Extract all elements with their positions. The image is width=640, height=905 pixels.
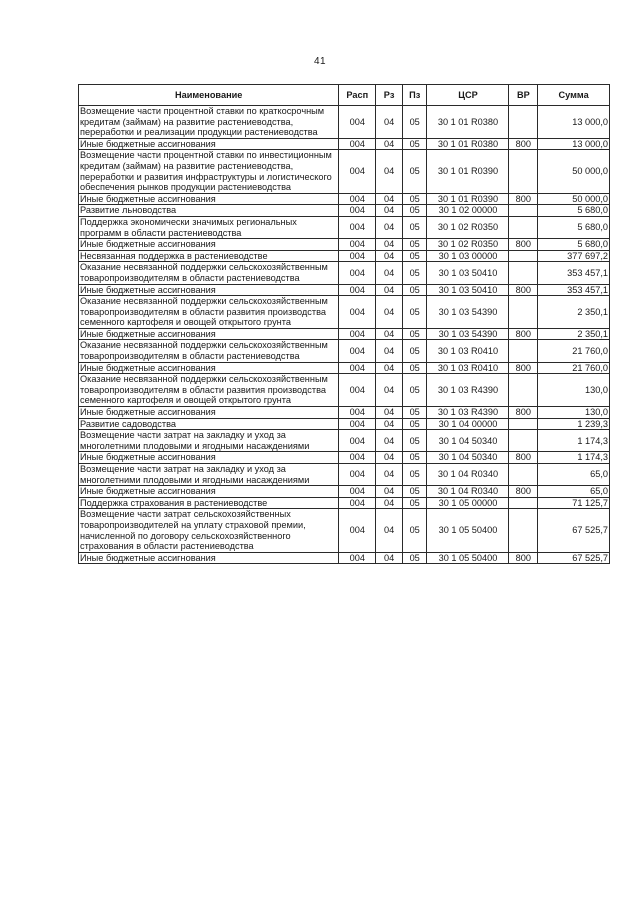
cell-rasp: 004 [339, 362, 376, 374]
cell-rasp: 004 [339, 106, 376, 139]
cell-vr: 800 [509, 407, 538, 419]
cell-name: Возмещение части затрат сельскохозяйственных товаропроизводителей на уплату страховой премии, начисленной по договору сельскохозяйственного страхования в области растениеводства [79, 509, 339, 552]
cell-pz: 05 [402, 430, 427, 452]
cell-name: Развитие льноводства [79, 205, 339, 217]
cell-vr: 800 [509, 193, 538, 205]
cell-sum: 1 239,3 [538, 418, 610, 430]
cell-sum: 130,0 [538, 407, 610, 419]
cell-vr: 800 [509, 452, 538, 464]
cell-sum: 5 680,0 [538, 205, 610, 217]
cell-pz: 05 [402, 486, 427, 498]
table-row [79, 340, 610, 362]
cell-name: Развитие садоводства [79, 418, 339, 430]
cell-rasp: 004 [339, 193, 376, 205]
cell-csr: 30 1 03 50410 [427, 284, 509, 296]
cell-sum: 377 697,2 [538, 250, 610, 262]
cell-rasp: 004 [339, 418, 376, 430]
cell-pz: 05 [402, 193, 427, 205]
cell-sum: 67 525,7 [538, 509, 610, 552]
cell-rz: 04 [376, 464, 403, 486]
cell-rz: 04 [376, 106, 403, 139]
cell-csr: 30 1 03 R4390 [427, 374, 509, 407]
cell-vr [509, 216, 538, 238]
cell-sum: 2 350,1 [538, 328, 610, 340]
cell-csr: 30 1 05 00000 [427, 497, 509, 509]
cell-name: Возмещение части затрат на закладку и уход за многолетними плодовыми и ягодными насаждениями [79, 464, 339, 486]
cell-rz: 04 [376, 340, 403, 362]
cell-rasp: 004 [339, 486, 376, 498]
cell-rz: 04 [376, 193, 403, 205]
cell-pz: 05 [402, 328, 427, 340]
cell-sum: 353 457,1 [538, 262, 610, 284]
cell-sum: 13 000,0 [538, 138, 610, 150]
cell-rz: 04 [376, 407, 403, 419]
table-row [79, 464, 610, 486]
cell-csr: 30 1 04 50340 [427, 430, 509, 452]
budget-table [78, 84, 610, 564]
cell-rasp: 004 [339, 150, 376, 193]
table-row [79, 284, 610, 296]
cell-rz: 04 [376, 239, 403, 251]
cell-csr: 30 1 01 R0380 [427, 138, 509, 150]
table-row [79, 452, 610, 464]
cell-sum: 353 457,1 [538, 284, 610, 296]
cell-sum: 21 760,0 [538, 340, 610, 362]
cell-rasp: 004 [339, 552, 376, 564]
table-row [79, 205, 610, 217]
header-name: Наименование [79, 85, 339, 106]
cell-vr [509, 340, 538, 362]
cell-name: Иные бюджетные ассигнования [79, 452, 339, 464]
cell-name: Иные бюджетные ассигнования [79, 362, 339, 374]
cell-vr: 800 [509, 362, 538, 374]
cell-csr: 30 1 01 R0390 [427, 150, 509, 193]
cell-name: Иные бюджетные ассигнования [79, 328, 339, 340]
cell-rz: 04 [376, 374, 403, 407]
cell-rasp: 004 [339, 509, 376, 552]
cell-sum: 5 680,0 [538, 239, 610, 251]
cell-name: Возмещение части процентной ставки по краткосрочным кредитам (займам) на развитие растениеводства, переработки и реализации продукции растениеводства [79, 106, 339, 139]
cell-pz: 05 [402, 150, 427, 193]
cell-name: Иные бюджетные ассигнования [79, 552, 339, 564]
cell-sum: 67 525,7 [538, 552, 610, 564]
table-row [79, 262, 610, 284]
cell-rz: 04 [376, 138, 403, 150]
cell-name: Иные бюджетные ассигнования [79, 486, 339, 498]
cell-rasp: 004 [339, 205, 376, 217]
cell-name: Несвязанная поддержка в растениеводстве [79, 250, 339, 262]
cell-pz: 05 [402, 106, 427, 139]
cell-pz: 05 [402, 138, 427, 150]
table-row [79, 296, 610, 329]
cell-rz: 04 [376, 328, 403, 340]
table-row [79, 250, 610, 262]
cell-vr [509, 250, 538, 262]
cell-name: Возмещение части затрат на закладку и уход за многолетними плодовыми и ягодными насаждениями [79, 430, 339, 452]
cell-sum: 130,0 [538, 374, 610, 407]
table-row [79, 106, 610, 139]
cell-name: Иные бюджетные ассигнования [79, 239, 339, 251]
cell-sum: 2 350,1 [538, 296, 610, 329]
cell-sum: 50 000,0 [538, 150, 610, 193]
cell-pz: 05 [402, 296, 427, 329]
cell-name: Возмещение части процентной ставки по инвестиционным кредитам (займам) на развитие растениеводства, переработки и развития инфраструктуры и логистического обеспечения рынков продукции растениеводства [79, 150, 339, 193]
cell-csr: 30 1 04 00000 [427, 418, 509, 430]
cell-rasp: 004 [339, 374, 376, 407]
cell-rz: 04 [376, 430, 403, 452]
table-row [79, 486, 610, 498]
cell-rz: 04 [376, 418, 403, 430]
cell-rasp: 004 [339, 296, 376, 329]
header-rasp: Расп [339, 85, 376, 106]
cell-name: Оказание несвязанной поддержки сельскохозяйственным товаропроизводителям в области растениеводства [79, 340, 339, 362]
page-number: 41 [313, 56, 327, 67]
table-row [79, 374, 610, 407]
cell-name: Иные бюджетные ассигнования [79, 407, 339, 419]
table-row [79, 407, 610, 419]
cell-pz: 05 [402, 340, 427, 362]
cell-pz: 05 [402, 497, 427, 509]
cell-rasp: 004 [339, 328, 376, 340]
cell-pz: 05 [402, 452, 427, 464]
cell-csr: 30 1 05 50400 [427, 509, 509, 552]
cell-sum: 71 125,7 [538, 497, 610, 509]
cell-csr: 30 1 02 00000 [427, 205, 509, 217]
cell-name: Иные бюджетные ассигнования [79, 193, 339, 205]
cell-sum: 1 174,3 [538, 452, 610, 464]
cell-name: Оказание несвязанной поддержки сельскохозяйственным товаропроизводителям в области растениеводства [79, 262, 339, 284]
cell-csr: 30 1 05 50400 [427, 552, 509, 564]
cell-rz: 04 [376, 452, 403, 464]
cell-rz: 04 [376, 552, 403, 564]
cell-rasp: 004 [339, 497, 376, 509]
table-row [79, 509, 610, 552]
cell-pz: 05 [402, 464, 427, 486]
cell-name: Оказание несвязанной поддержки сельскохозяйственным товаропроизводителям в области развития производства семенного картофеля и овощей открытого грунта [79, 296, 339, 329]
cell-sum: 21 760,0 [538, 362, 610, 374]
cell-csr: 30 1 01 R0380 [427, 106, 509, 139]
header-pz: Пз [402, 85, 427, 106]
cell-vr: 800 [509, 486, 538, 498]
cell-csr: 30 1 03 R0410 [427, 340, 509, 362]
table-row [79, 150, 610, 193]
cell-pz: 05 [402, 262, 427, 284]
cell-sum: 5 680,0 [538, 216, 610, 238]
cell-vr [509, 418, 538, 430]
cell-sum: 13 000,0 [538, 106, 610, 139]
cell-csr: 30 1 03 54390 [427, 328, 509, 340]
cell-rz: 04 [376, 205, 403, 217]
cell-pz: 05 [402, 284, 427, 296]
cell-rasp: 004 [339, 340, 376, 362]
header-sum: Сумма [538, 85, 610, 106]
header-rz: Рз [376, 85, 403, 106]
cell-name: Оказание несвязанной поддержки сельскохозяйственным товаропроизводителям в области развития производства семенного картофеля и овощей открытого грунта [79, 374, 339, 407]
cell-rasp: 004 [339, 407, 376, 419]
cell-vr [509, 509, 538, 552]
cell-vr [509, 106, 538, 139]
cell-rasp: 004 [339, 452, 376, 464]
cell-sum: 65,0 [538, 486, 610, 498]
cell-name: Иные бюджетные ассигнования [79, 284, 339, 296]
cell-csr: 30 1 01 R0390 [427, 193, 509, 205]
table-row [79, 362, 610, 374]
cell-csr: 30 1 03 00000 [427, 250, 509, 262]
table-row [79, 418, 610, 430]
cell-pz: 05 [402, 509, 427, 552]
cell-rz: 04 [376, 250, 403, 262]
cell-rz: 04 [376, 509, 403, 552]
cell-rasp: 004 [339, 464, 376, 486]
cell-sum: 1 174,3 [538, 430, 610, 452]
cell-rasp: 004 [339, 284, 376, 296]
table-row [79, 216, 610, 238]
cell-vr [509, 374, 538, 407]
cell-rz: 04 [376, 150, 403, 193]
table-row [79, 430, 610, 452]
table-row [79, 552, 610, 564]
cell-vr: 800 [509, 328, 538, 340]
cell-rz: 04 [376, 497, 403, 509]
cell-rasp: 004 [339, 138, 376, 150]
cell-pz: 05 [402, 552, 427, 564]
cell-vr: 800 [509, 239, 538, 251]
cell-pz: 05 [402, 250, 427, 262]
cell-rz: 04 [376, 284, 403, 296]
cell-vr: 800 [509, 138, 538, 150]
cell-rasp: 004 [339, 239, 376, 251]
table-row [79, 239, 610, 251]
cell-vr [509, 464, 538, 486]
table-row [79, 138, 610, 150]
cell-rz: 04 [376, 362, 403, 374]
cell-rasp: 004 [339, 262, 376, 284]
cell-vr [509, 205, 538, 217]
cell-vr: 800 [509, 552, 538, 564]
table-body [79, 106, 610, 564]
cell-csr: 30 1 03 R4390 [427, 407, 509, 419]
cell-vr [509, 150, 538, 193]
cell-rz: 04 [376, 296, 403, 329]
cell-name: Иные бюджетные ассигнования [79, 138, 339, 150]
cell-csr: 30 1 03 50410 [427, 262, 509, 284]
header-vr: ВР [509, 85, 538, 106]
cell-sum: 50 000,0 [538, 193, 610, 205]
cell-csr: 30 1 04 50340 [427, 452, 509, 464]
cell-rz: 04 [376, 216, 403, 238]
cell-csr: 30 1 02 R0350 [427, 239, 509, 251]
cell-pz: 05 [402, 205, 427, 217]
table-row [79, 193, 610, 205]
table-row [79, 328, 610, 340]
cell-sum: 65,0 [538, 464, 610, 486]
cell-csr: 30 1 02 R0350 [427, 216, 509, 238]
cell-csr: 30 1 03 54390 [427, 296, 509, 329]
cell-vr: 800 [509, 284, 538, 296]
cell-pz: 05 [402, 239, 427, 251]
table-row [79, 497, 610, 509]
cell-csr: 30 1 03 R0410 [427, 362, 509, 374]
cell-name: Поддержка страхования в растениеводстве [79, 497, 339, 509]
cell-rz: 04 [376, 486, 403, 498]
cell-rasp: 004 [339, 250, 376, 262]
table-header-row [79, 85, 610, 106]
cell-pz: 05 [402, 374, 427, 407]
header-csr: ЦСР [427, 85, 509, 106]
cell-name: Поддержка экономически значимых региональных программ в области растениеводства [79, 216, 339, 238]
cell-pz: 05 [402, 418, 427, 430]
cell-pz: 05 [402, 362, 427, 374]
cell-rasp: 004 [339, 430, 376, 452]
cell-csr: 30 1 04 R0340 [427, 464, 509, 486]
cell-vr [509, 296, 538, 329]
cell-pz: 05 [402, 216, 427, 238]
cell-vr [509, 430, 538, 452]
cell-pz: 05 [402, 407, 427, 419]
cell-rz: 04 [376, 262, 403, 284]
cell-vr [509, 262, 538, 284]
cell-vr [509, 497, 538, 509]
cell-csr: 30 1 04 R0340 [427, 486, 509, 498]
cell-rasp: 004 [339, 216, 376, 238]
